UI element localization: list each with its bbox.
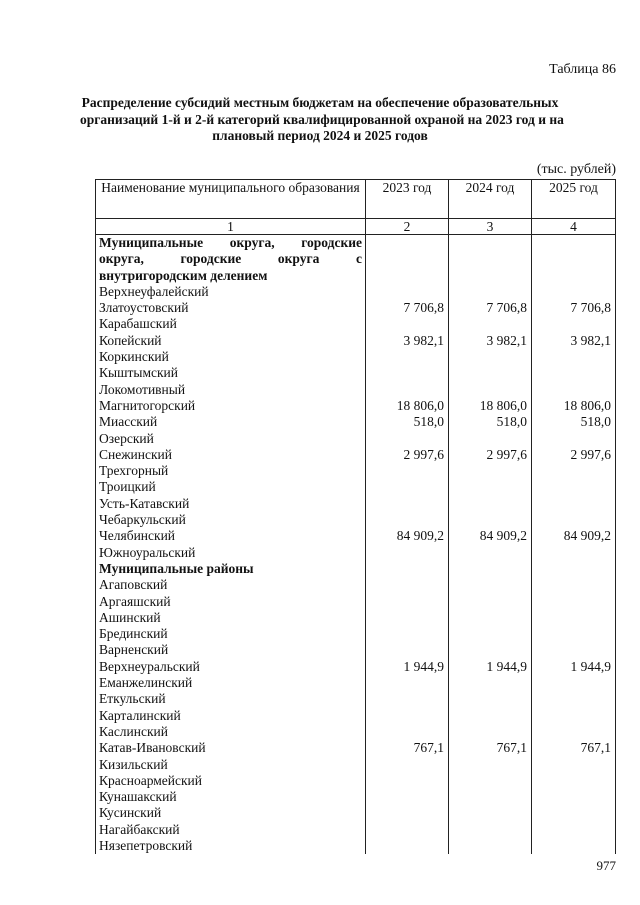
municipality-name: Озерский [96,431,366,447]
header-2023: 2023 год [366,180,449,219]
value-2023 [366,822,449,838]
table-row [96,789,616,805]
value-2025 [532,838,616,854]
value-2023 [366,349,449,365]
table-group-row [96,561,616,577]
value-2023 [366,431,449,447]
value-2023: 3 982,1 [366,333,449,349]
value-2024 [449,626,532,642]
value-2024 [449,757,532,773]
table-row [96,838,616,854]
table-row [96,708,616,724]
table-row [96,757,616,773]
table-row [96,431,616,447]
value-2023: 84 909,2 [366,528,449,544]
value-2024: 2 997,6 [449,447,532,463]
value-2025 [532,642,616,658]
value-2023: 767,1 [366,740,449,756]
value-2024 [449,789,532,805]
municipality-name: Брединский [96,626,366,642]
subsidy-table [95,179,616,854]
value-2023: 7 706,8 [366,300,449,316]
municipality-name: Южноуральский [96,545,366,561]
value-2024 [449,838,532,854]
value-2025 [532,594,616,610]
heading-line: Распределение субсидий местным бюджетам на обеспечение образовательных [81,95,559,110]
table-row [96,610,616,626]
municipality-name: Копейский [96,333,366,349]
value-2025 [532,822,616,838]
value-2025 [532,789,616,805]
value-2024: 1 944,9 [449,659,532,675]
table-row [96,642,616,658]
table-row [96,659,616,675]
value-2023 [366,773,449,789]
value-2024 [449,724,532,740]
value-2023 [366,577,449,593]
municipality-name: Еткульский [96,691,366,707]
table-row [96,724,616,740]
municipality-name: Карабашский [96,316,366,332]
heading-line: плановый период 2024 и 2025 годов [212,128,428,143]
value-2025 [532,382,616,398]
table-label: Таблица 86 [549,62,616,77]
value-2024 [449,594,532,610]
municipality-name: Муниципальные районы [96,561,366,577]
municipality-name: Варненский [96,642,366,658]
municipality-name: Локомотивный [96,382,366,398]
table-row [96,626,616,642]
municipality-name: Трехгорный [96,463,366,479]
municipality-name: Троицкий [96,479,366,495]
value-2025: 767,1 [532,740,616,756]
municipality-name: Нязепетровский [96,838,366,854]
value-2025 [532,691,616,707]
value-2025: 2 997,6 [532,447,616,463]
document-heading [80,95,564,145]
value-2023 [366,316,449,332]
value-2024 [449,708,532,724]
value-2025 [532,496,616,512]
value-2023 [366,708,449,724]
value-2023: 18 806,0 [366,398,449,414]
municipality-name: Красноармейский [96,773,366,789]
value-2024 [449,691,532,707]
value-2024 [449,284,532,300]
table-row [96,414,616,430]
value-2023 [366,626,449,642]
municipality-name: Аргаяшский [96,594,366,610]
value-2025 [532,479,616,495]
value-2024: 767,1 [449,740,532,756]
column-number: 2 [366,219,449,235]
value-2024 [449,642,532,658]
value-2023 [366,463,449,479]
value-2024 [449,773,532,789]
page-number: 977 [596,858,616,873]
table-row [96,349,616,365]
municipality-name: Кизильский [96,757,366,773]
value-2023: 2 997,6 [366,447,449,463]
value-2025: 3 982,1 [532,333,616,349]
municipality-name: Муниципальные округа, городские округа, городские округа с внутригородским делением [96,235,366,284]
value-2024 [449,577,532,593]
table-row [96,528,616,544]
value-2025 [532,610,616,626]
table-group-row [96,235,616,284]
value-2025 [532,561,616,577]
value-2023 [366,594,449,610]
value-2024: 3 982,1 [449,333,532,349]
value-2024 [449,805,532,821]
value-2024 [449,431,532,447]
value-2024 [449,349,532,365]
column-number: 3 [449,219,532,235]
table-row [96,822,616,838]
table-row [96,398,616,414]
table-row [96,333,616,349]
value-2023 [366,789,449,805]
value-2025 [532,757,616,773]
municipality-name: Верхнеуфалейский [96,284,366,300]
municipality-name: Кунашакский [96,789,366,805]
table-row [96,284,616,300]
value-2023 [366,496,449,512]
table-row [96,382,616,398]
value-2023 [366,382,449,398]
value-2024 [449,479,532,495]
value-2024 [449,496,532,512]
table-row [96,479,616,495]
value-2023 [366,284,449,300]
municipality-name: Коркинский [96,349,366,365]
value-2025: 518,0 [532,414,616,430]
value-2025 [532,805,616,821]
value-2024 [449,822,532,838]
table-row [96,316,616,332]
table-row [96,805,616,821]
table-row [96,594,616,610]
value-2024: 518,0 [449,414,532,430]
value-2025 [532,284,616,300]
header-2025: 2025 год [532,180,616,219]
municipality-name: Усть-Катавский [96,496,366,512]
municipality-name: Кусинский [96,805,366,821]
column-number: 4 [532,219,616,235]
value-2025 [532,431,616,447]
units-label: (тыс. рублей) [536,162,616,177]
table-row [96,463,616,479]
column-number: 1 [96,219,366,235]
value-2023 [366,610,449,626]
column-number-row [96,219,616,235]
value-2024 [449,365,532,381]
value-2025 [532,708,616,724]
value-2023 [366,235,449,284]
value-2025 [532,773,616,789]
value-2025 [532,349,616,365]
municipality-name: Агаповский [96,577,366,593]
table-row [96,740,616,756]
value-2025: 7 706,8 [532,300,616,316]
value-2025: 18 806,0 [532,398,616,414]
value-2024 [449,610,532,626]
table-body [96,235,616,855]
value-2025 [532,626,616,642]
header-name: Наименование муниципального образования [96,180,366,219]
value-2025 [532,577,616,593]
value-2025: 1 944,9 [532,659,616,675]
value-2023 [366,691,449,707]
value-2023: 1 944,9 [366,659,449,675]
table-row [96,300,616,316]
municipality-name: Верхнеуральский [96,659,366,675]
value-2025 [532,463,616,479]
municipality-name: Ашинский [96,610,366,626]
value-2024 [449,675,532,691]
value-2023: 518,0 [366,414,449,430]
value-2024 [449,545,532,561]
table-row [96,545,616,561]
value-2025 [532,675,616,691]
value-2023 [366,838,449,854]
value-2025 [532,512,616,528]
value-2023 [366,724,449,740]
municipality-name: Миасский [96,414,366,430]
heading-line: организаций 1-й и 2-й категорий квалифицированной охраной на 2023 год и на [80,111,564,127]
table-row [96,512,616,528]
municipality-name: Златоустовский [96,300,366,316]
table-row [96,365,616,381]
municipality-name: Чебаркульский [96,512,366,528]
municipality-name: Катав-Ивановский [96,740,366,756]
value-2023 [366,675,449,691]
municipality-name: Снежинский [96,447,366,463]
value-2024 [449,235,532,284]
value-2025 [532,365,616,381]
municipality-name: Челябинский [96,528,366,544]
value-2024 [449,382,532,398]
value-2023 [366,757,449,773]
value-2024: 7 706,8 [449,300,532,316]
table-row [96,447,616,463]
value-2023 [366,365,449,381]
value-2025 [532,545,616,561]
table-row [96,577,616,593]
value-2024: 84 909,2 [449,528,532,544]
value-2024 [449,561,532,577]
value-2024 [449,512,532,528]
value-2025 [532,235,616,284]
table-row [96,773,616,789]
header-2024: 2024 год [449,180,532,219]
value-2023 [366,512,449,528]
value-2023 [366,561,449,577]
municipality-name: Еманжелинский [96,675,366,691]
value-2023 [366,545,449,561]
value-2024 [449,463,532,479]
municipality-name: Магнитогорский [96,398,366,414]
value-2025 [532,316,616,332]
table-row [96,496,616,512]
value-2023 [366,805,449,821]
value-2024: 18 806,0 [449,398,532,414]
value-2023 [366,479,449,495]
value-2023 [366,642,449,658]
header-row [96,180,616,219]
municipality-name: Кыштымский [96,365,366,381]
municipality-name: Карталинский [96,708,366,724]
municipality-name: Каслинский [96,724,366,740]
table-row [96,675,616,691]
value-2025: 84 909,2 [532,528,616,544]
municipality-name: Нагайбакский [96,822,366,838]
table-row [96,691,616,707]
value-2024 [449,316,532,332]
value-2025 [532,724,616,740]
